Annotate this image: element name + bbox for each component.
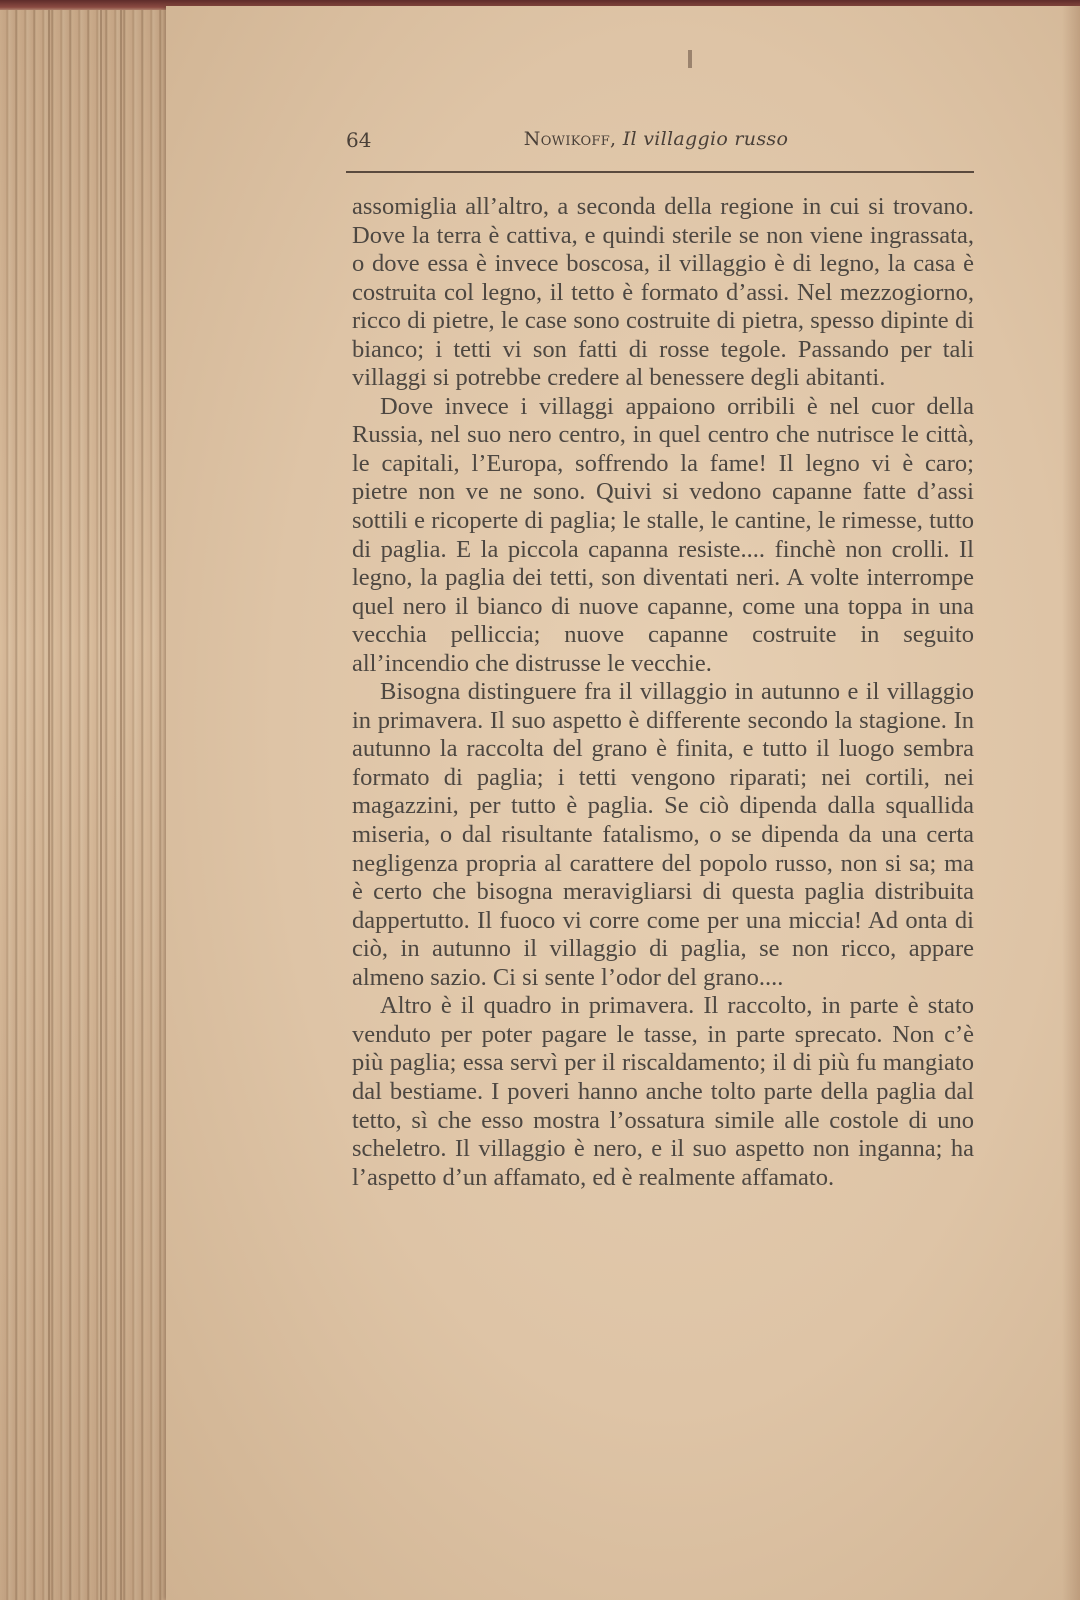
paragraph: assomiglia all’altro, a seconda della regione in cui si trovano. Dove la terra è cattiva, e quindi sterile se non viene ingrassata, o dove essa è invece boscosa, il villaggio è di legno, la casa è costruita col legno, il tetto è formato d’assi. Nel mezzogiorno, ricco di pietre, le case sono costruite di pietra, spesso dipinte di bianco; i tetti vi son fatti di rosse tegole. Passando per tali villaggi si potrebbe credere al benessere degli abitanti. (352, 193, 974, 392)
book-title: Il villaggio russo (622, 128, 789, 150)
running-title (346, 128, 966, 150)
body-text (352, 193, 974, 1192)
paragraph: Altro è il quadro in primavera. Il raccolto, in parte è stato venduto per poter pagare le tasse, in parte sprecato. Non c’è più paglia; essa servì per il riscaldamento; il di più fu mangiato dal bestiame. I poveri hanno anche tolto parte della paglia dal tetto, sì che esso mostra l’ossatura simile alle costole di uno scheletro. Il villaggio è nero, e il suo aspetto non inganna; ha l’aspetto d’un affamato, ed è realmente affamato. (352, 992, 974, 1191)
author-name: Nowikoff, (523, 128, 617, 150)
page-number: 64 (346, 128, 372, 152)
stacked-page-edges (0, 10, 168, 1600)
ink-mark (688, 50, 692, 68)
page-edge-line (48, 10, 50, 1600)
paragraph: Bisogna distinguere fra il villaggio in autunno e il villaggio in primavera. Il suo aspetto è differente secondo la stagione. In autunno la raccolta del grano è finita, e tutto il luogo sembra formato di paglia; i tetti vengono riparati; nei cortili, nei magazzini, per tutto è paglia. Se ciò dipenda dalla squallida miseria, o dal risultante fatalismo, o se dipenda da una certa negligenza propria al carattere del popolo russo, non si sa; ma è certo che bisogna meravigliarsi di questa paglia distribuita dappertutto. Il fuoco vi corre come per una miccia! Ad onta di ciò, in autunno il villaggio di paglia, se non ricco, appare almeno sazio. Ci si sente l’odor del grano.... (352, 678, 974, 991)
header-rule (346, 171, 974, 173)
book-page (166, 6, 1080, 1600)
page-edge-line (100, 10, 102, 1600)
running-header (346, 128, 966, 158)
paragraph: Dove invece i villaggi appaiono orribili è nel cuor della Russia, nel suo nero centro, in quel centro che nutrisce le città, le capitali, l’Europa, soffrendo la fame! Il legno vi è caro; pietre non ve ne sono. Quivi si vedono capanne fatte d’assi sottili e ricoperte di paglia; le stalle, le cantine, le rimesse, tutto di paglia. E la piccola capanna resiste.... finchè non crolli. Il legno, la paglia dei tetti, son diventati neri. A volte interrompe quel nero il bianco di nuove capanne, come una toppa in una vecchia pelliccia; nuove capanne costruite in seguito all’incendio che distrusse le vecchie. (352, 392, 974, 677)
page-edge-line (120, 10, 122, 1600)
